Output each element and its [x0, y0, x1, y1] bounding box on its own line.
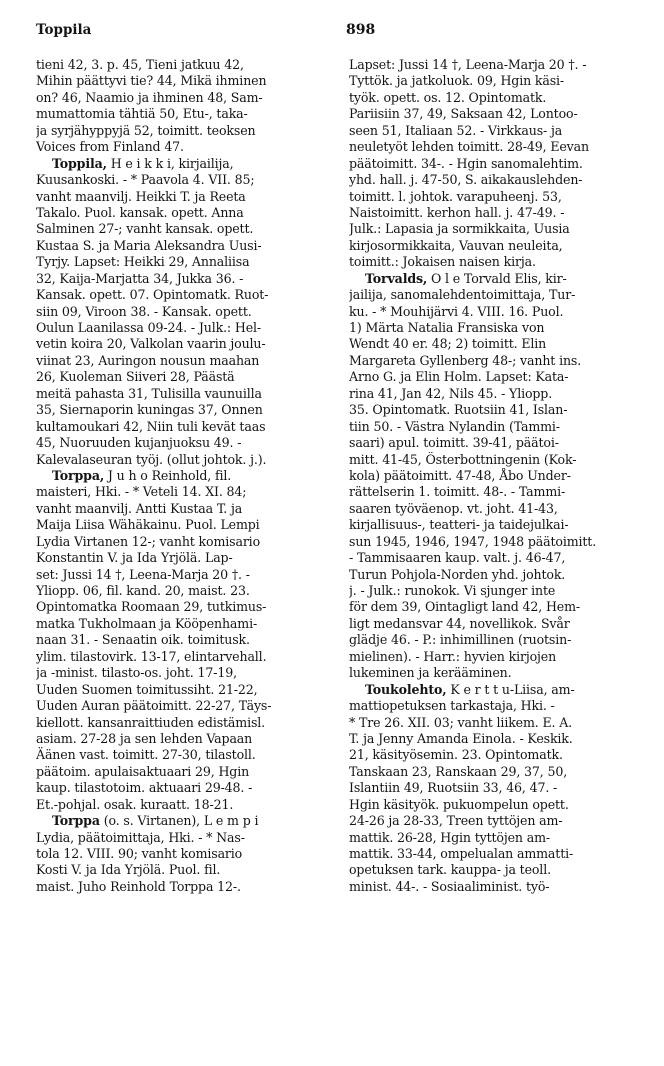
text-line: jailija, sanomalehdentoimittaja, Tur- — [349, 287, 576, 303]
text-line: päätoim. apulaisaktuaari 29, Hgin — [36, 763, 250, 779]
text-line: mattik. 33-44, ompelualan ammatti- — [349, 846, 574, 861]
text-line: T. ja Jenny Amanda Einola. - Keskik. — [349, 730, 573, 746]
text-line: Maija Liisa Wähäkainu. Puol. Lempi — [36, 517, 260, 533]
text-line: * Tre 26. XII. 03; vanht liikem. E. A. — [349, 714, 573, 730]
text-line: Turun Pohjola-Norden yhd. johtok. — [349, 566, 566, 582]
entry-text: H e i k k i, kirjailija, — [106, 155, 234, 171]
text-line: Tyttök. ja jatkoluok. 09, Hgin käsi- — [349, 73, 565, 89]
text-line: tiin 50. - Västra Nylandin (Tammi- — [349, 418, 560, 434]
text-line: Kuusankoski. - * Paavola 4. VII. 85; — [36, 172, 255, 188]
text-line: Äänen vast. toimitt. 27-30, tilastoll. — [36, 747, 256, 763]
text-line: 35. Opintomatk. Ruotsiin 41, Islan- — [349, 402, 568, 418]
text-line: maisteri, Hki. - * Veteli 14. XI. 84; — [36, 484, 247, 500]
text-line: minist. 44-. - Sosiaaliminist. työ- — [349, 878, 550, 894]
text-line: mattiopetuksen tarkastaja, Hki. - — [349, 698, 555, 714]
text-line: kirjallisuus-, teatteri- ja taidejulkai- — [349, 517, 569, 533]
text-line: Yliopp. 06, fil. kand. 20, maist. 23. — [36, 583, 250, 598]
text-line: opetuksen tark. kauppa- ja teoll. — [349, 862, 551, 878]
text-line: päätoimitt. 34-. - Hgin sanomalehtim. — [349, 155, 583, 171]
text-line: Lapset: Jussi 14 †, Leena-Marja 20 †. - — [349, 57, 587, 72]
text-line: työk. opett. os. 12. Opintomatk. — [349, 89, 547, 105]
entry-name: Toppila, — [52, 155, 107, 171]
text-line: Oulun Laanilassa 09-24. - Julk.: Hel- — [36, 320, 261, 335]
text-line: neuletyöt lehden toimitt. 28-49, Eevan — [349, 139, 589, 155]
running-head: Toppila — [36, 22, 92, 38]
text-line: - Tammisaaren kaup. valt. j. 46-47, — [349, 550, 566, 566]
text-line: yhd. hall. j. 47-50, S. aikakauslehden- — [349, 172, 583, 188]
text-line: naan 31. - Senaatin oik. toimitusk. — [36, 632, 250, 648]
text-line: 1) Märta Natalia Fransiska von — [349, 320, 545, 335]
page-header — [36, 22, 644, 42]
entry-text: J u h o Reinhold, fil. — [104, 467, 232, 483]
text-line: toimitt.: Jokaisen naisen kirja. — [349, 254, 536, 270]
text-line: mitt. 41-45, Österbottningenin (Kok- — [349, 451, 577, 467]
text-line: 32, Kaija-Marjatta 34, Jukka 36. - — [36, 270, 244, 286]
text-line: Konstantin V. ja Ida Yrjölä. Lap- — [36, 550, 233, 566]
text-line: toimitt. l. johtok. varapuheenj. 53, — [349, 188, 562, 204]
entry-name: Torppa — [52, 813, 100, 829]
text-line: rina 41, Jan 42, Nils 45. - Yliopp. — [349, 385, 553, 401]
text-line: matka Tukholmaan ja Kööpenhami- — [36, 615, 258, 631]
text-line: seen 51, Italiaan 52. - Virkkaus- ja — [349, 122, 563, 138]
text-line: lukeminen ja kerääminen. — [349, 665, 512, 681]
text-line: Takalo. Puol. kansak. opett. Anna — [36, 204, 244, 220]
text-line: on? 46, Naamio ja ihminen 48, Sam- — [36, 89, 263, 105]
text-line: saaren työväenop. vt. joht. 41-43, — [349, 500, 558, 516]
text-line — [349, 271, 649, 287]
page-number: 898 — [346, 22, 376, 38]
text-line: set: Jussi 14 †, Leena-Marja 20 †. - — [36, 566, 250, 582]
text-line: kirjosormikkaita, Vauvan neuleita, — [349, 237, 563, 253]
text-line: j. - Julk.: runokok. Vi sjunger inte — [349, 583, 556, 598]
text-line: Tanskaan 23, Ranskaan 29, 37, 50, — [349, 763, 568, 779]
text-line: Tyrjy. Lapset: Heikki 29, Annaliisa — [36, 254, 250, 270]
text-line — [349, 682, 649, 698]
text-line: vanht maanvilj. Antti Kustaa T. ja — [36, 500, 243, 516]
text-line: mumattomia tähtiä 50, Etu-, taka- — [36, 106, 248, 122]
text-line: maist. Juho Reinhold Torppa 12-. — [36, 878, 241, 894]
text-line: ja syrjähyppyjä 52, toimitt. teoksen — [36, 122, 256, 138]
text-line: Mihin päättyvi tie? 44, Mikä ihminen — [36, 73, 267, 89]
text-line: Lydia Virtanen 12-; vanht komisario — [36, 533, 260, 549]
text-line: för dem 39, Ointagligt land 42, Hem- — [349, 599, 581, 615]
text-line: Lydia, päätoimittaja, Hki. - * Nas- — [36, 829, 245, 845]
entry-text: (o. s. Virtanen), L e m p i — [99, 813, 259, 829]
text-line: ylim. tilastovirk. 13-17, elintarvehall. — [36, 648, 267, 664]
text-line: Pariisiin 37, 49, Saksaan 42, Lontoo- — [349, 106, 578, 122]
text-line: 45, Nuoruuden kujanjuoksu 49. - — [36, 435, 242, 451]
text-line: Margareta Gyllenberg 48-; vanht ins. — [349, 352, 582, 368]
text-line: kola) päätoimitt. 47-48, Åbo Under- — [349, 467, 571, 483]
text-line: mielinen). - Harr.: hyvien kirjojen — [349, 648, 557, 664]
text-line: rättelserin 1. toimitt. 48-. - Tammi- — [349, 484, 566, 500]
text-line: ku. - * Mouhijärvi 4. VIII. 16. Puol. — [349, 303, 564, 319]
text-line: 35, Siernaporin kuningas 37, Onnen — [36, 402, 263, 418]
text-line: tieni 42, 3. p. 45, Tieni jatkuu 42, — [36, 57, 244, 72]
right-column — [349, 57, 649, 895]
text-line: Voices from Finland 47. — [36, 139, 184, 155]
text-line: Hgin käsityök. pukuompelun opett. — [349, 796, 569, 812]
text-line: kultamoukari 42, Niin tuli kevät taas — [36, 418, 266, 434]
text-line: 26, Kuoleman Siiveri 28, Päästä — [36, 369, 235, 385]
text-line: Et.-pohjal. osak. kuraatt. 18-21. — [36, 796, 234, 812]
text-line: viinat 23, Auringon nousun maahan — [36, 352, 260, 368]
text-line: Uuden Suomen toimitussiht. 21-22, — [36, 681, 258, 697]
text-line: Arno G. ja Elin Holm. Lapset: Kata- — [349, 369, 569, 385]
text-line — [36, 468, 336, 484]
text-line: Kustaa S. ja Maria Aleksandra Uusi- — [36, 237, 262, 253]
text-line: 21, käsityösemin. 23. Opintomatk. — [349, 747, 563, 763]
text-line: Uuden Auran päätoimitt. 22-27, Täys- — [36, 698, 272, 714]
text-line: tola 12. VIII. 90; vanht komisario — [36, 846, 243, 861]
text-line: kiellott. kansanraittiuden edistämisl. — [36, 714, 265, 730]
text-line: ligt medansvar 44, novellikok. Svår — [349, 615, 570, 631]
text-line: 24-26 ja 28-33, Treen tyttöjen am- — [349, 813, 563, 829]
text-line: vetin koira 20, Valkolan vaarin joulu- — [36, 336, 266, 352]
entry-text: K e r t t u-Liisa, am- — [446, 681, 575, 697]
entry-text: O l e Torvald Elis, kir- — [427, 270, 567, 286]
text-line — [36, 813, 336, 829]
entry-name: Torvalds, — [365, 270, 428, 286]
text-line: Kansak. opett. 07. Opintomatk. Ruot- — [36, 287, 269, 303]
text-line: mattik. 26-28, Hgin tyttöjen am- — [349, 829, 550, 845]
text-line: Opintomatka Roomaan 29, tutkimus- — [36, 599, 267, 615]
text-line: Julk.: Lapasia ja sormikkaita, Uusia — [349, 221, 570, 237]
text-line: siin 09, Viroon 38. - Kansak. opett. — [36, 303, 252, 319]
text-line: ja -minist. tilasto-os. joht. 17-19, — [36, 665, 237, 681]
text-line — [36, 156, 336, 172]
text-line: saari) apul. toimitt. 39-41, päätoi- — [349, 435, 559, 451]
left-column — [36, 57, 336, 895]
text-line: Wendt 40 er. 48; 2) toimitt. Elin — [349, 336, 547, 352]
text-line: asiam. 27-28 ja sen lehden Vapaan — [36, 730, 253, 746]
text-line: Kalevalaseuran työj. (ollut johtok. j.). — [36, 451, 267, 467]
text-line: Naistoimitt. kerhon hall. j. 47-49. - — [349, 204, 565, 220]
text-line: kaup. tilastotoim. aktuaari 29-48. - — [36, 780, 253, 796]
text-line: Kosti V. ja Ida Yrjölä. Puol. fil. — [36, 862, 221, 878]
entry-name: Toukolehto, — [365, 681, 447, 697]
entry-name: Torppa, — [52, 467, 105, 483]
text-line: sun 1945, 1946, 1947, 1948 päätoimitt. — [349, 533, 597, 549]
text-line: vanht maanvilj. Heikki T. ja Reeta — [36, 188, 246, 204]
text-line: glädje 46. - P.: inhimillinen (ruotsin- — [349, 632, 572, 648]
text-line: Islantiin 49, Ruotsiin 33, 46, 47. - — [349, 780, 558, 796]
text-line: meitä pahasta 31, Tulisilla vaunuilla — [36, 385, 262, 401]
text-line: Salminen 27-; vanht kansak. opett. — [36, 221, 254, 237]
